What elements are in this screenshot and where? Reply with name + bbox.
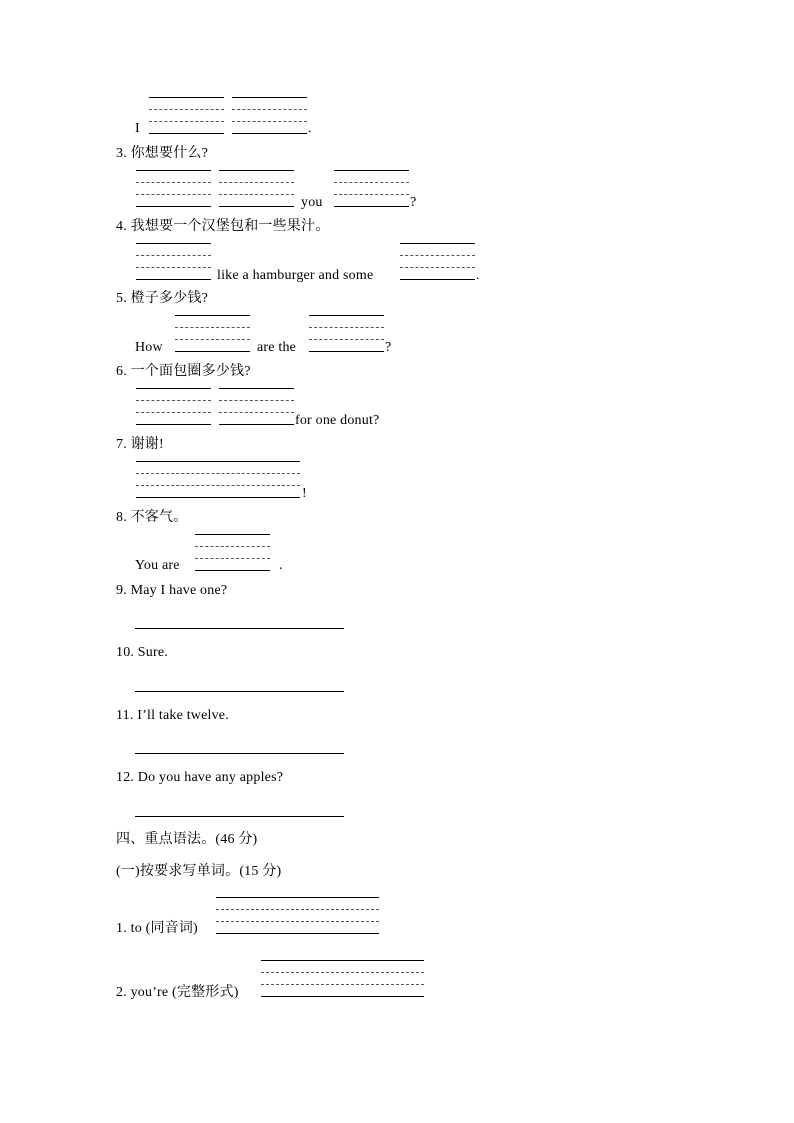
question-prompt: 1. to (同音词) (116, 921, 198, 936)
part-heading: (一)按要求写单词。(15 分) (116, 864, 282, 879)
sentence-punctuation: ? (385, 340, 392, 355)
answer-line[interactable] (135, 691, 344, 692)
writing-box[interactable] (195, 534, 270, 570)
sentence-punctuation: . (476, 268, 480, 283)
writing-box[interactable] (334, 170, 409, 206)
sentence-word: you (301, 195, 323, 210)
answer-line[interactable] (135, 753, 344, 754)
answer-line[interactable] (135, 628, 344, 629)
sentence-punctuation: . (308, 121, 312, 136)
section-heading: 四、重点语法。(46 分) (116, 832, 258, 847)
answer-line[interactable] (135, 816, 344, 817)
writing-box[interactable] (232, 97, 307, 133)
sentence-word: I (135, 121, 140, 136)
question-prompt: 7. 谢谢! (116, 437, 164, 452)
question-prompt: 5. 橙子多少钱? (116, 291, 209, 306)
writing-box[interactable] (149, 97, 224, 133)
writing-box[interactable] (136, 388, 211, 424)
writing-box[interactable] (309, 315, 384, 351)
question-prompt: 9. May I have one? (116, 583, 228, 598)
sentence-word: How (135, 340, 163, 355)
writing-box[interactable] (400, 243, 475, 279)
writing-box[interactable] (261, 960, 424, 996)
sentence-words: like a hamburger and some (217, 268, 374, 283)
question-prompt: 12. Do you have any apples? (116, 770, 284, 785)
writing-box[interactable] (219, 170, 294, 206)
question-prompt: 8. 不客气。 (116, 510, 188, 525)
sentence-words: You are (135, 558, 180, 573)
question-prompt: 3. 你想要什么? (116, 146, 209, 161)
writing-box[interactable] (136, 170, 211, 206)
sentence-punctuation: . (279, 558, 283, 573)
sentence-words: are the (257, 340, 297, 355)
writing-box[interactable] (136, 243, 211, 279)
question-prompt: 10. Sure. (116, 645, 168, 660)
sentence-words: for one donut? (295, 413, 380, 428)
writing-box[interactable] (219, 388, 294, 424)
question-prompt: 6. 一个面包圈多少钱? (116, 364, 251, 379)
question-prompt: 11. I’ll take twelve. (116, 708, 229, 723)
question-prompt: 2. you’re (完整形式) (116, 985, 239, 1000)
writing-box[interactable] (216, 897, 379, 933)
writing-box[interactable] (136, 461, 300, 497)
sentence-punctuation: ! (302, 486, 307, 501)
question-prompt: 4. 我想要一个汉堡包和一些果汁。 (116, 219, 330, 234)
writing-box[interactable] (175, 315, 250, 351)
sentence-punctuation: ? (410, 195, 417, 210)
